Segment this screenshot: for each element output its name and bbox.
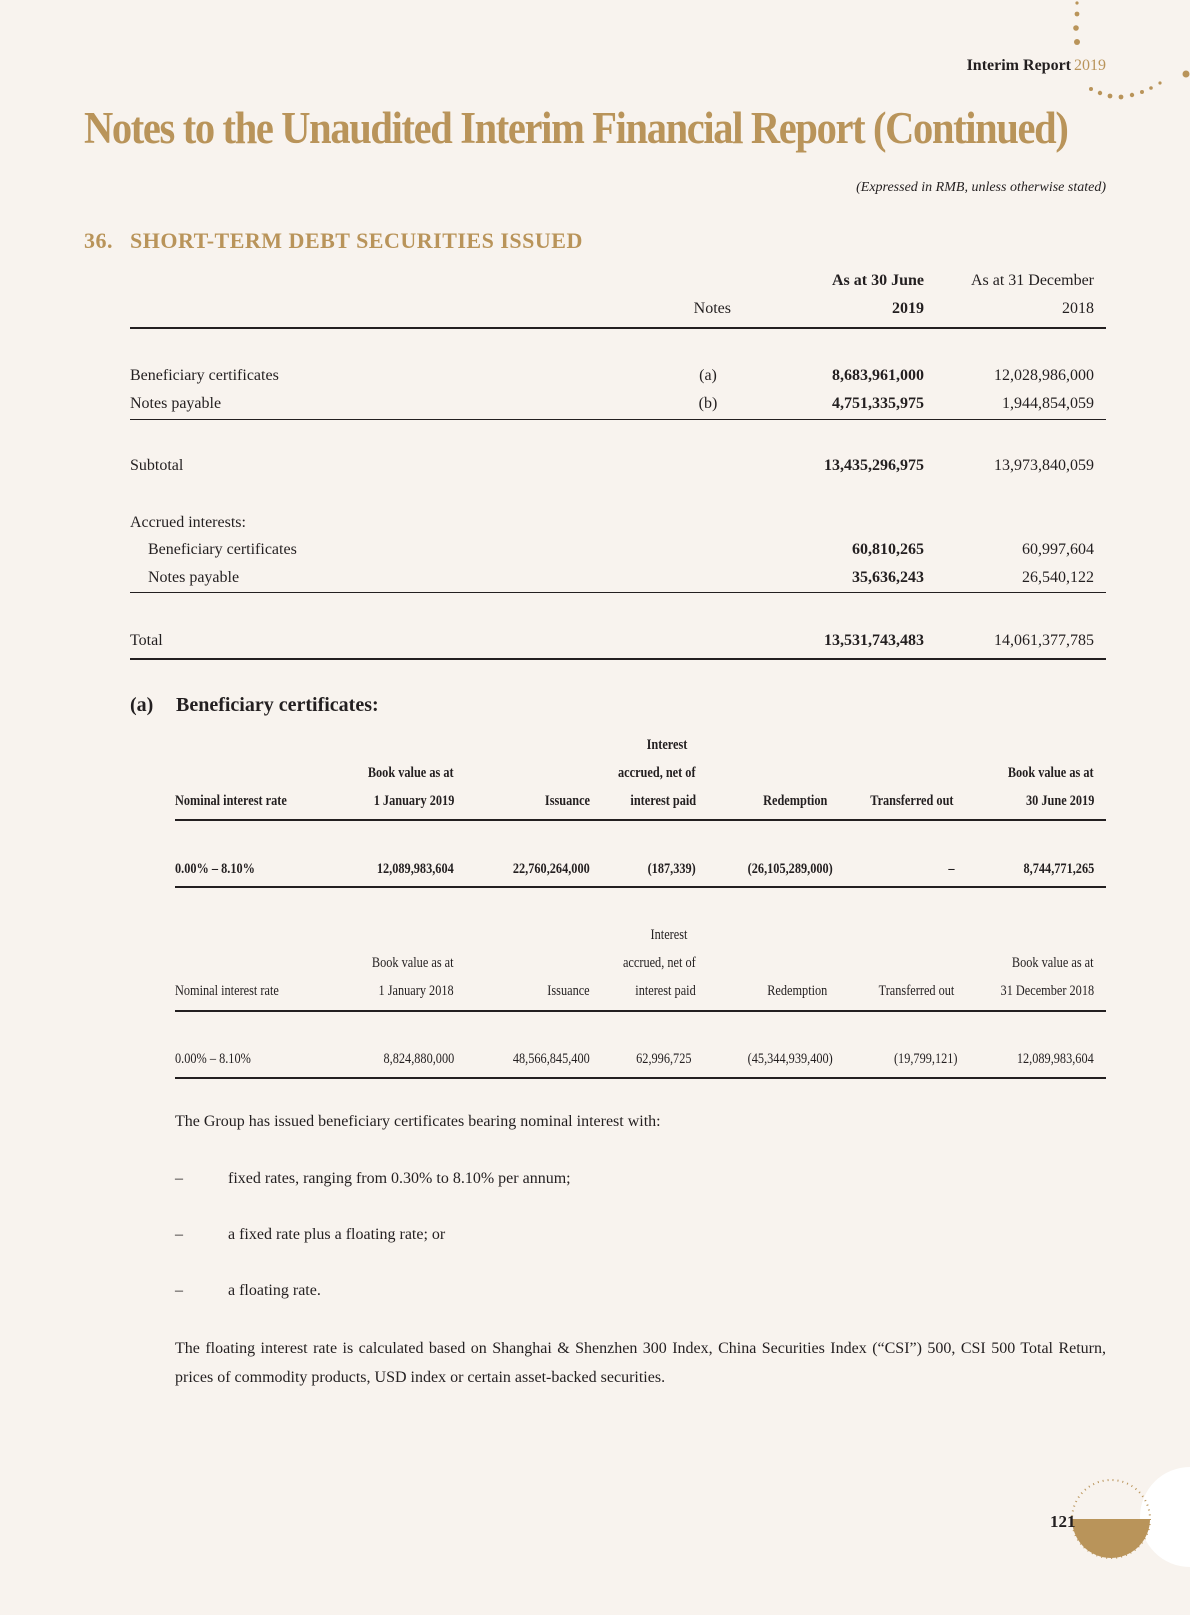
accrued-interests-label: Accrued interests: — [130, 514, 246, 531]
cell-rate: 0.00% – 8.10% — [175, 861, 255, 877]
accrued-2018: 26,540,122 — [1022, 569, 1094, 586]
header-book-close-line1: Book value as at — [1008, 765, 1094, 781]
table-rule — [175, 1010, 1106, 1012]
intro-paragraph: The Group has issued beneficiary certificates bearing nominal interest with: — [175, 1113, 661, 1130]
page-number: 121 — [1050, 1512, 1076, 1531]
accrued-row-label: Notes payable — [148, 569, 240, 586]
accrued-row-label: Beneficiary certificates — [148, 541, 297, 558]
header-interest-line2: accrued, net of — [623, 955, 696, 971]
cell-issuance: 22,760,264,000 — [513, 861, 590, 877]
header-transferred: Transferred out — [870, 793, 954, 809]
header-redemption: Redemption — [766, 983, 827, 999]
header-book-open-line2: 1 January 2018 — [378, 983, 454, 999]
header-book-open-line1: Book value as at — [372, 955, 454, 971]
list-item: a fixed rate plus a floating rate; or — [228, 1226, 446, 1243]
list-dash: – — [175, 1170, 183, 1187]
row-note-b: (b) — [698, 395, 718, 412]
cell-transferred: – — [947, 861, 954, 877]
table-rule — [130, 592, 1106, 593]
cell-transferred: (19,799,121) — [893, 1051, 957, 1067]
col-2019-header-line1: As at 30 June — [831, 272, 924, 289]
header-book-close-line1: Book value as at — [1012, 955, 1094, 971]
cell-book-close: 8,744,771,265 — [1023, 861, 1094, 877]
header-rate: Nominal interest rate — [175, 983, 279, 999]
table-rule — [130, 658, 1106, 660]
header-book-close-line2: 30 June 2019 — [1025, 793, 1094, 809]
section-heading — [84, 228, 583, 254]
table-rule — [175, 819, 1106, 821]
value-2018: 1,944,854,059 — [1002, 395, 1094, 412]
value-2018: 12,028,986,000 — [994, 367, 1094, 384]
subtotal-2018: 13,973,840,059 — [994, 457, 1094, 474]
header-transferred: Transferred out — [878, 983, 954, 999]
subtotal-2019: 13,435,296,975 — [824, 457, 924, 474]
page-title: Notes to the Unaudited Interim Financial Report (Continued) — [84, 103, 1068, 153]
col-2018-header-line2: 2018 — [1062, 300, 1094, 317]
total-2018: 14,061,377,785 — [994, 632, 1094, 649]
cell-interest: (187,339) — [647, 861, 696, 877]
cell-book-close: 12,089,983,604 — [1017, 1051, 1094, 1067]
header-book-open-line2: 1 January 2019 — [373, 793, 454, 809]
subsection-title: Beneficiary certificates: — [176, 694, 379, 716]
header-redemption: Redemption — [762, 793, 827, 809]
accrued-2018: 60,997,604 — [1022, 541, 1094, 558]
section-number: 36. — [84, 228, 113, 253]
header-interest-line3: interest paid — [635, 983, 696, 999]
cell-book-open: 12,089,983,604 — [377, 861, 454, 877]
header-interest-line1: Interest — [646, 737, 688, 753]
subsection-marker: (a) — [130, 694, 154, 716]
header-issuance: Issuance — [547, 983, 590, 999]
cell-redemption: (26,105,289,000) — [747, 861, 833, 877]
page-number-circle-icon — [1070, 1455, 1190, 1615]
header-book-close-line2: 31 December 2018 — [1000, 983, 1094, 999]
report-name: Interim Report — [966, 57, 1071, 74]
col-2019-header-line2: 2019 — [892, 300, 924, 317]
accrued-2019: 60,810,265 — [852, 541, 924, 558]
cell-interest: 62,996,725 — [635, 1051, 691, 1067]
cell-rate: 0.00% – 8.10% — [175, 1051, 251, 1067]
currency-note: (Expressed in RMB, unless otherwise stated) — [856, 180, 1106, 195]
accrued-2019: 35,636,243 — [852, 569, 924, 586]
subtotal-label: Subtotal — [130, 457, 184, 474]
list-dash: – — [175, 1226, 183, 1243]
col-2018-header-line1: As at 31 December — [970, 272, 1094, 289]
total-label: Total — [130, 632, 163, 649]
table-rule — [175, 1077, 1106, 1079]
dotted-arc-top-icon — [1050, 0, 1190, 110]
list-item: fixed rates, ranging from 0.30% to 8.10% per annum; — [228, 1170, 571, 1187]
header-issuance: Issuance — [544, 793, 590, 809]
section-title: SHORT-TERM DEBT SECURITIES ISSUED — [130, 228, 583, 253]
cell-redemption: (45,344,939,400) — [747, 1051, 833, 1067]
floating-rate-paragraph: The floating interest rate is calculated based on Shanghai & Shenzhen 300 Index, China Securities Index (“CSI”) 500, CSI 500 Total Return, prices of commodity products, USD index or certain asset-backed securities. — [175, 1340, 1106, 1386]
row-label-notes-payable: Notes payable — [130, 395, 222, 412]
header-interest-line2: accrued, net of — [618, 765, 696, 781]
header-interest-line3: interest paid — [630, 793, 696, 809]
cell-issuance: 48,566,845,400 — [513, 1051, 590, 1067]
row-note-a: (a) — [699, 367, 717, 384]
table-rule — [175, 886, 1106, 888]
header-interest-line1: Interest — [650, 927, 688, 943]
total-2019: 13,531,743,483 — [824, 632, 924, 649]
header-book-open-line1: Book value as at — [368, 765, 454, 781]
notes-header: Notes — [693, 300, 731, 317]
subsection-heading — [130, 694, 379, 717]
list-item: a floating rate. — [228, 1282, 321, 1299]
table-rule — [130, 419, 1106, 420]
report-year: 2019 — [1074, 57, 1106, 74]
value-2019: 4,751,335,975 — [832, 395, 924, 412]
value-2019: 8,683,961,000 — [832, 367, 924, 384]
row-label-beneficiary: Beneficiary certificates — [130, 367, 279, 384]
header-rate: Nominal interest rate — [175, 793, 287, 809]
table-rule — [130, 327, 1106, 329]
cell-book-open: 8,824,880,000 — [383, 1051, 454, 1067]
list-dash: – — [175, 1282, 183, 1299]
